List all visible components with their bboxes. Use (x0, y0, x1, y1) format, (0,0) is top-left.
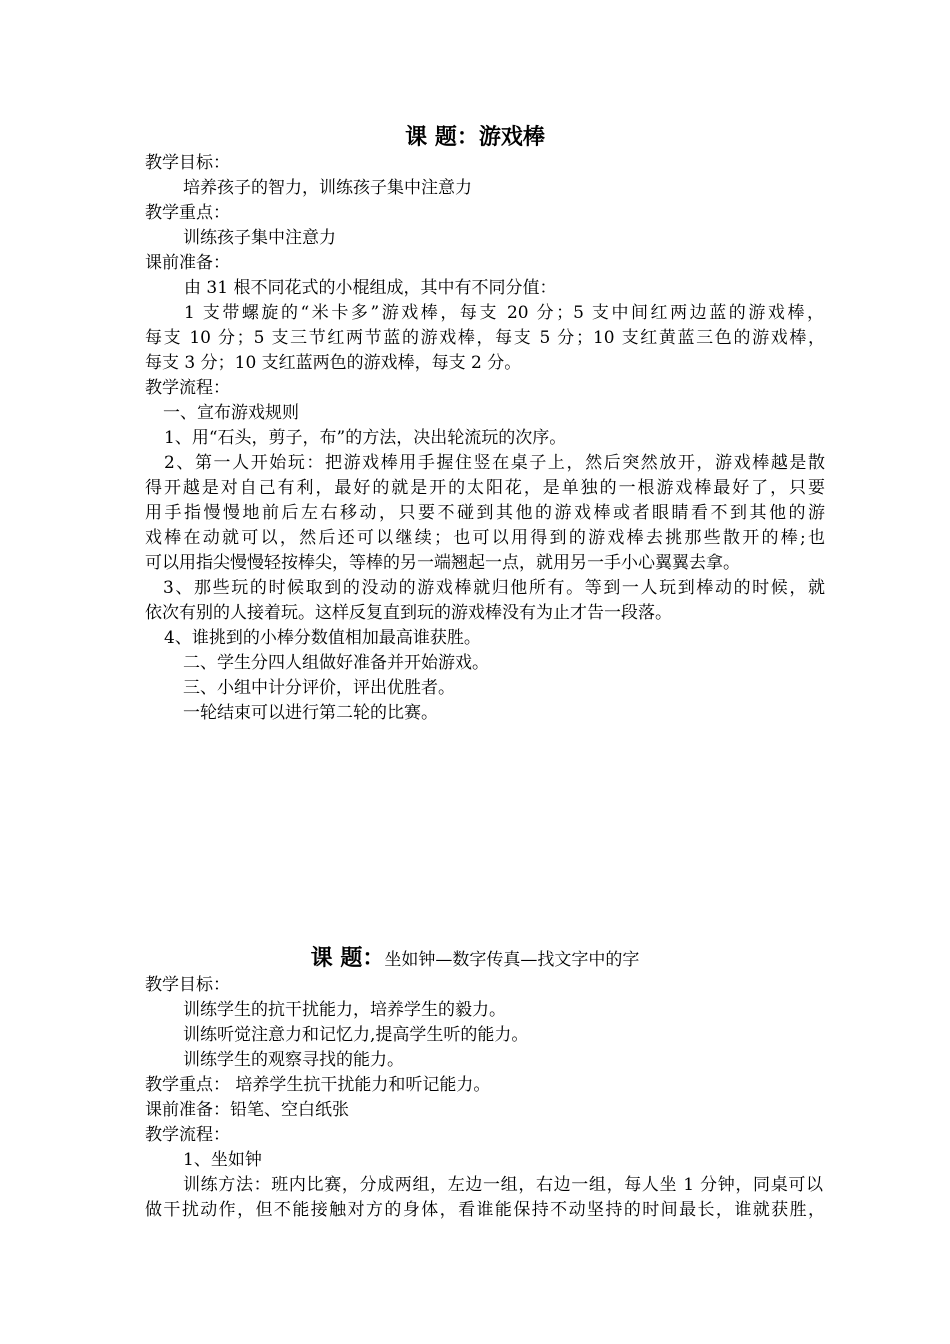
lesson1-rule: 戏棒在动就可以，然后还可以继续；也可以用得到的游戏棒去挑那些散开的棒;也 (145, 528, 825, 548)
lesson2-prep-line: 课前准备：铅笔、空白纸张 (145, 1100, 349, 1120)
lesson2-title (0, 943, 950, 975)
lesson2-goal: 训练听觉注意力和记忆力,提高学生听的能力。 (183, 1025, 529, 1045)
lesson1-rule: 1、用“石头，剪子，布”的方法，决出轮流玩的次序。 (164, 428, 567, 448)
lesson2-goal: 训练学生的观察寻找的能力。 (183, 1050, 404, 1070)
lesson1-rule: 依次有别的人接着玩。这样反复直到玩的游戏棒没有为止才告一段落。 (145, 603, 672, 623)
lesson1-prep-heading: 课前准备： (145, 253, 230, 273)
lesson1-rule: 可以用指尖慢慢轻按棒尖，等棒的另一端翘起一点，就用另一手小心翼翼去拿。 (145, 553, 740, 573)
lesson1-prep-line: 每支 10 分；5 支三节红两节蓝的游戏棒，每支 5 分；10 支红黄蓝三色的游戏棒， (145, 328, 825, 348)
lesson1-title-main: 游戏棒 (478, 124, 545, 150)
lesson1-flow-end: 一轮结束可以进行第二轮的比赛。 (183, 703, 438, 723)
lesson2-goal-heading: 教学目标： (145, 975, 230, 995)
lesson1-flow-step: 二、学生分四人组做好准备并开始游戏。 (183, 653, 489, 673)
lesson1-rule: 2、第一人开始玩：把游戏棒用手握住竖在桌子上，然后突然放开，游戏棒越是散 (164, 453, 825, 473)
lesson1-flow-step: 三、小组中计分评价，评出优胜者。 (183, 678, 455, 698)
lesson2-flow-heading: 教学流程： (145, 1125, 230, 1145)
lesson2-key-line: 教学重点： 培养学生抗干扰能力和听记能力。 (145, 1075, 491, 1095)
lesson1-rule: 用手指慢慢地前后左右移动，只要不碰到其他的游戏棒或者眼睛看不到其他的游 (145, 503, 825, 523)
lesson1-prep-line: 由 31 根不同花式的小棍组成，其中有不同分值： (184, 278, 557, 298)
lesson1-flow-step: 一、宣布游戏规则 (163, 403, 299, 423)
lesson1-rule: 4、谁挑到的小棒分数值相加最高谁获胜。 (164, 628, 481, 648)
lesson1-rule: 得开越是对自己有利，最好的就是开的太阳花，是单独的一根游戏棒最好了，只要 (145, 478, 825, 498)
lesson1-goal-text: 培养孩子的智力，训练孩子集中注意力 (183, 178, 472, 198)
lesson2-goal: 训练学生的抗干扰能力，培养学生的毅力。 (183, 1000, 506, 1020)
lesson1-title (0, 122, 950, 152)
lesson1-title-prefix: 课 题： (405, 124, 479, 150)
lesson1-key-text: 训练孩子集中注意力 (183, 228, 336, 248)
lesson2-title-main: 坐如钟—数字传真—找文字中的字 (384, 950, 640, 970)
lesson1-rule: 3、那些玩的时候取到的没动的游戏棒就归他所有。等到一人玩到棒动的时候，就 (163, 578, 825, 598)
lesson1-flow-heading: 教学流程： (145, 378, 230, 398)
lesson1-key-heading: 教学重点： (145, 203, 230, 223)
lesson2-method-line: 训练方法：班内比赛，分成两组，左边一组，右边一组，每人坐 1 分钟，同桌可以 (183, 1175, 823, 1195)
lesson1-goal-heading: 教学目标： (145, 153, 230, 173)
lesson2-method-line: 做干扰动作，但不能接触对方的身体，看谁能保持不动坚持的时间最长，谁就获胜， (145, 1200, 825, 1220)
lesson1-prep-line: 每支 3 分；10 支红蓝两色的游戏棒，每支 2 分。 (145, 353, 522, 373)
lesson2-title-prefix: 课 题： (310, 945, 385, 971)
lesson2-flow-step: 1、坐如钟 (183, 1150, 262, 1170)
lesson1-prep-line: 1 支带螺旋的“米卡多”游戏棒，每支 20 分；5 支中间红两边蓝的游戏棒， (184, 303, 824, 323)
